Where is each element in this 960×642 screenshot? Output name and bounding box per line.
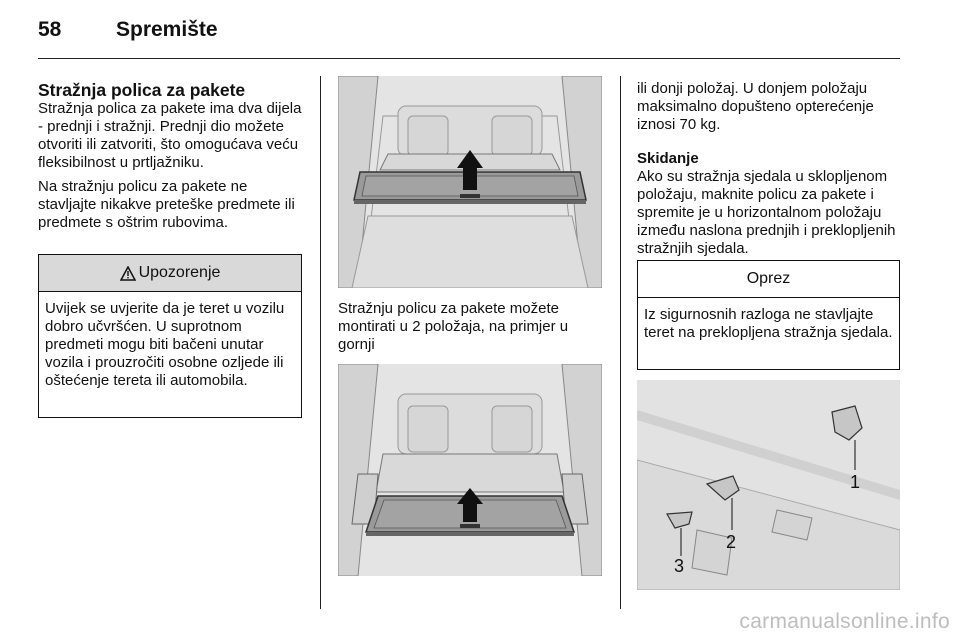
paragraph: Ako su stražnja sjedala u sklopljenom položaju, maknite policu za pakete i spremite je u horizontalnom položaju između naslona prednjih i preklopljenih stražnjih sjedala.	[637, 168, 896, 257]
page-header	[38, 18, 900, 50]
watermark: carmanualsonline.info	[739, 610, 950, 633]
warning-text: Uvijek se uvjerite da je teret u vozilu dobro učvršćen. U suprotnom predmeti mogu biti bačeni unutar vozila i prouzročiti osobne ozljede ili oštećenje tereta ili automobila.	[45, 300, 285, 389]
paragraph: Stražnju policu za pakete možete montirati u 2 položaja, na primjer u gornji	[338, 300, 569, 353]
paragraph: Stražnja polica za pakete ima dva dijela - prednji i stražnji. Prednji dio možete otvoriti ili zatvoriti, što omogućava veću fleksibilnost u prtljažniku.	[38, 100, 302, 171]
caution-text: Iz sigurnosnih razloga ne stavljajte teret na preklopljena stražnja sjedala.	[644, 306, 893, 341]
caution-box	[637, 260, 900, 370]
warning-box	[38, 254, 302, 418]
callout-label-3: 3	[674, 556, 685, 576]
chapter-title: Spremište	[116, 18, 218, 41]
section-heading: Stražnja polica za pakete	[38, 80, 246, 100]
mounting-points-image	[637, 380, 900, 590]
subheading: Skidanje	[637, 150, 699, 167]
middle-caption	[338, 300, 602, 360]
left-column	[38, 80, 304, 238]
column-divider-left	[320, 76, 321, 609]
caution-box-header	[638, 261, 899, 298]
page-number: 58	[38, 18, 62, 41]
warning-title: Upozorenje	[138, 264, 221, 281]
shelf-upper-position-image	[338, 76, 602, 288]
callout-label-2: 2	[726, 532, 737, 552]
caution-title: Oprez	[746, 270, 791, 287]
callout-label-1: 1	[850, 472, 861, 492]
paragraph: ili donji položaj. U donjem položaju maksimalno dopušteno opterećenje iznosi 70 kg.	[637, 80, 874, 133]
right-column	[637, 80, 903, 264]
paragraph: Na stražnju policu za pakete ne stavljajte nikakve preteške predmete ili predmete s oštrim rubovima.	[38, 178, 295, 231]
warning-triangle-icon	[120, 266, 136, 281]
column-divider-right	[620, 76, 621, 609]
warning-box-header	[39, 255, 301, 292]
header-divider	[38, 58, 900, 59]
shelf-lower-position-image	[338, 364, 602, 576]
